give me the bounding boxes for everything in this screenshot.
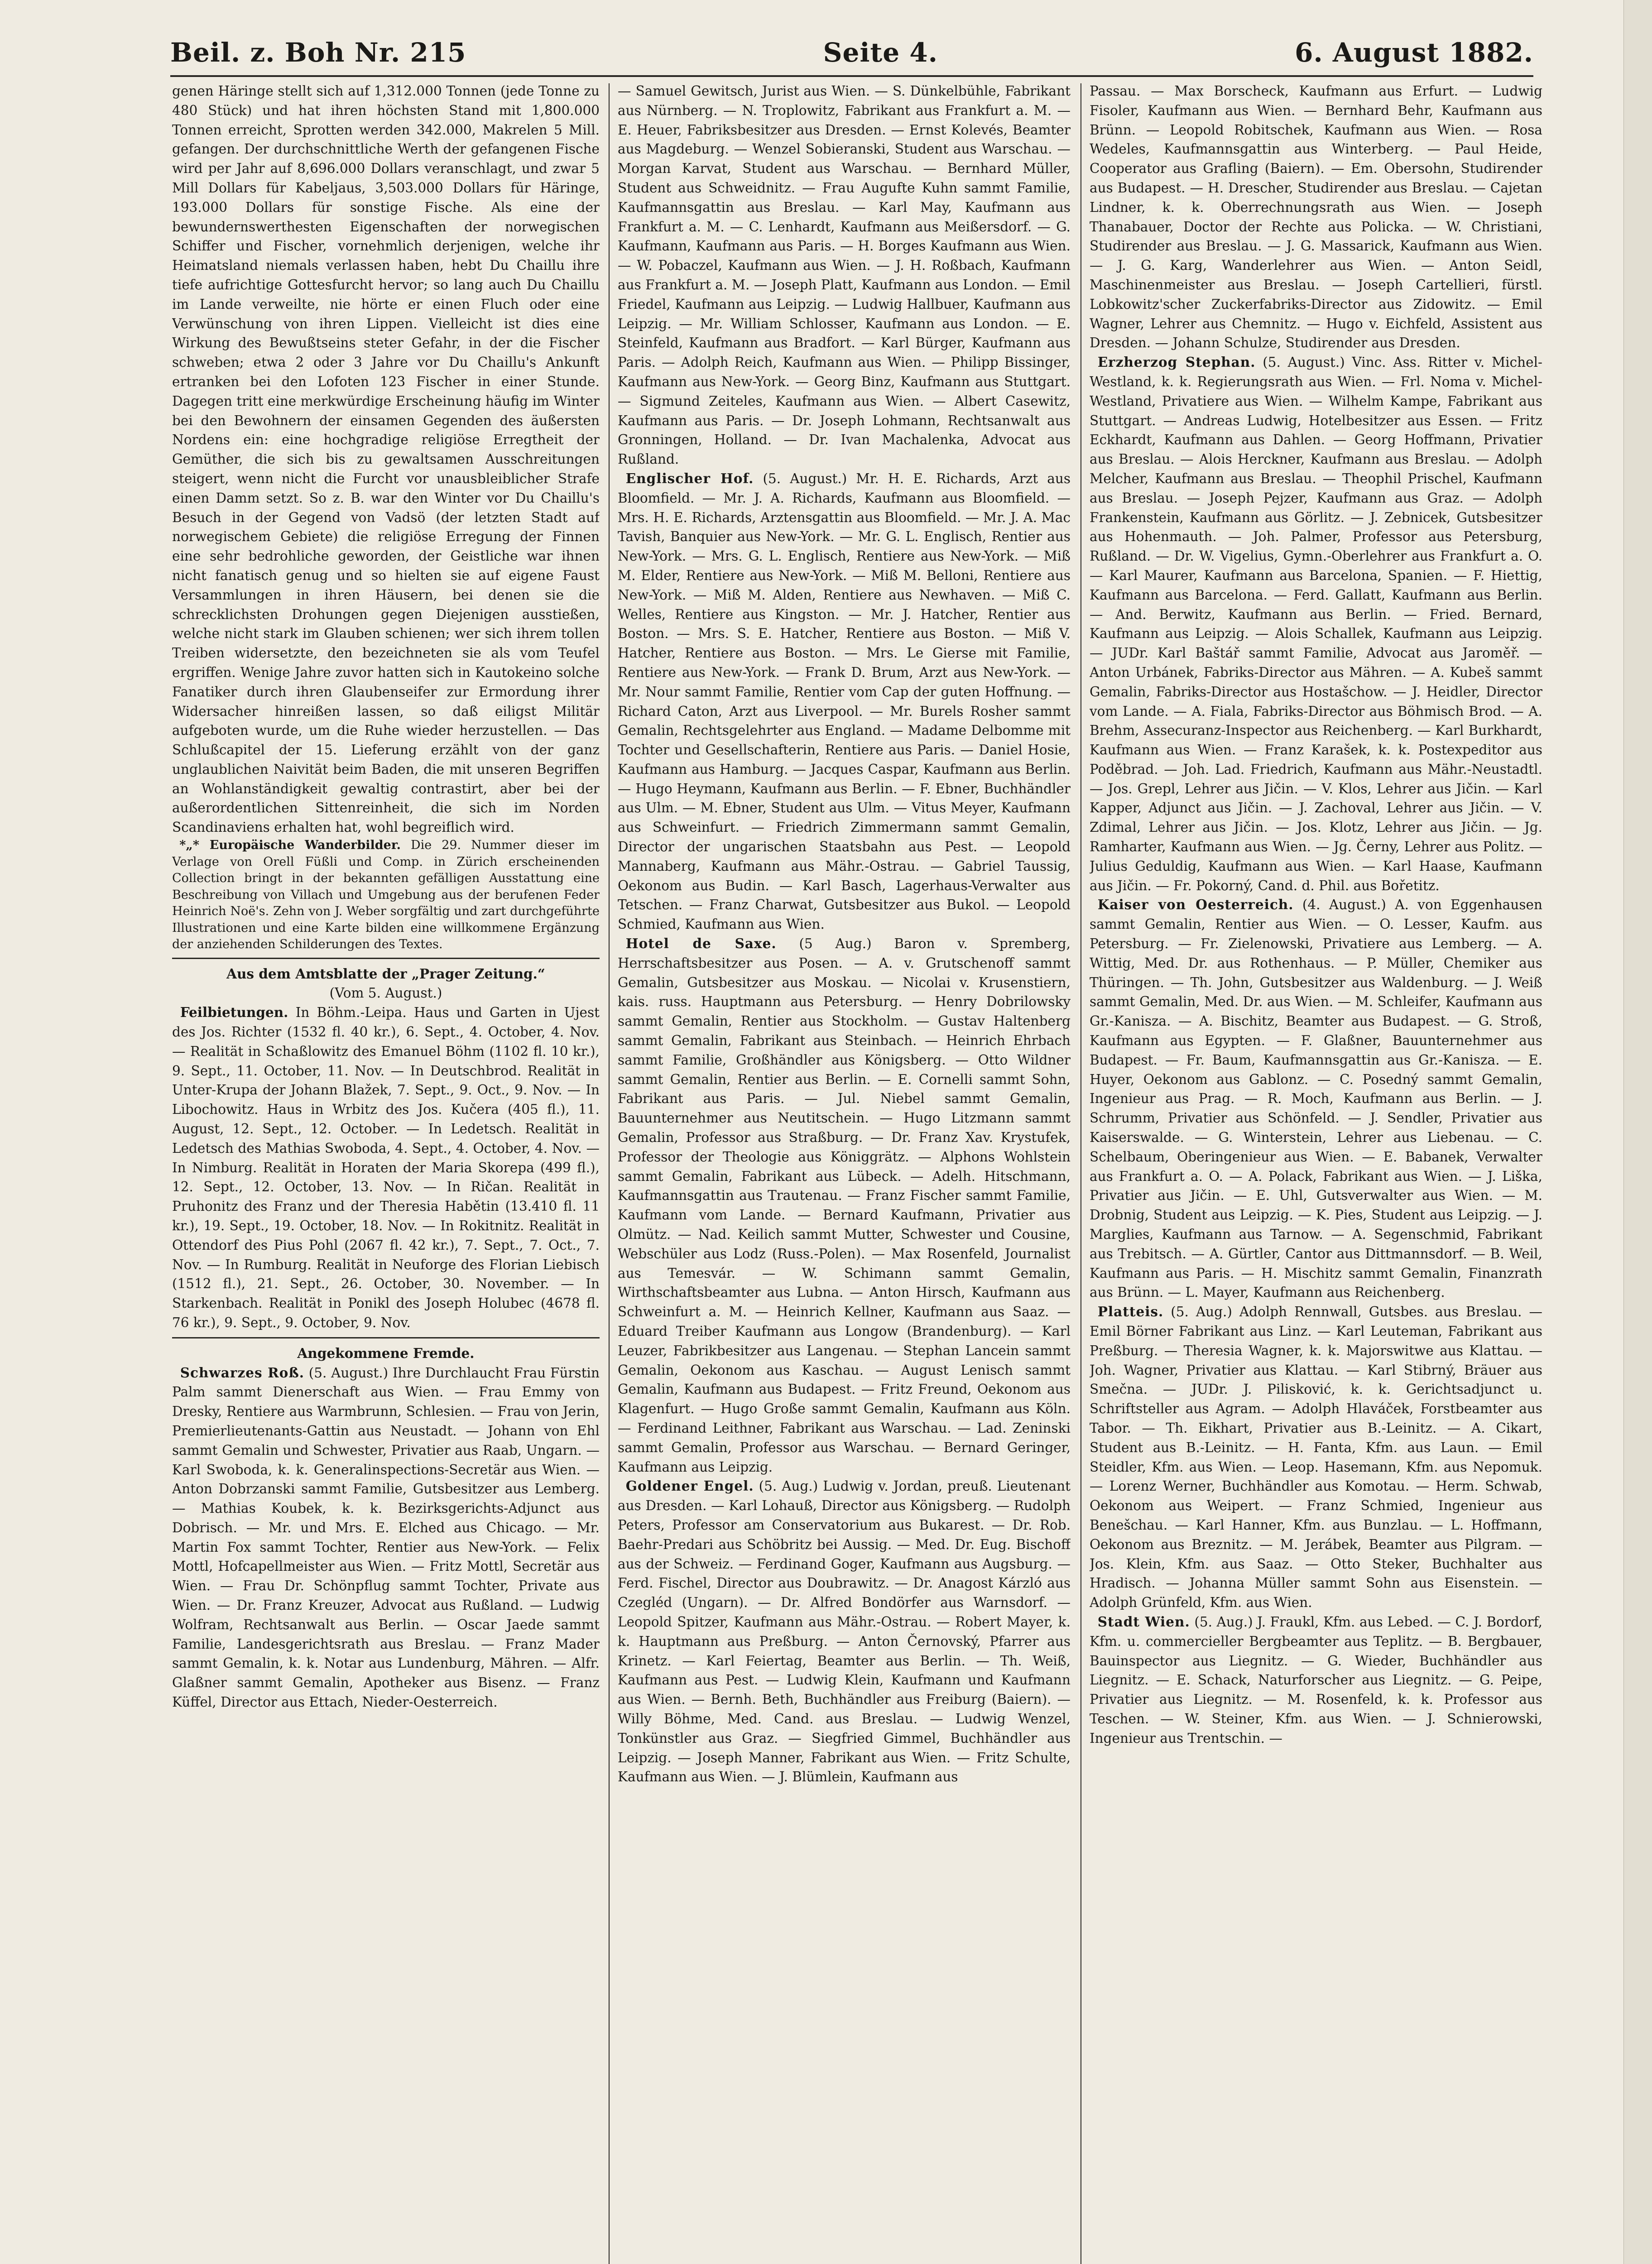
hotel-entry: [1090, 353, 1542, 895]
hotel-guests: (5. August.) Mr. H. E. Richards, Arzt aus Bloomfield. — Mr. J. A. Richards, Kaufmann aus Bloomfield. — Mrs. H. E. Richards, Arztensgattin aus Bloomfield. — Mr. J. A. Mac Tavish, Banquier aus New-York. — Mr. G. L. Englisch, Rentier aus New-York. — Mrs. G. L. Englisch, Rentiere aus New-York. — Miß M. Elder, Rentiere aus New-York. — Miß M. Belloni, Rentiere aus New-York. — Miß M. Alden, Rentiere aus Newhaven. — Miß C. Welles, Rentiere aus Kingston. — Mr. J. Hatcher, Rentier aus Boston. — Mrs. S. E. Hatcher, Rentiere aus Boston. — Miß V. Hatcher, Rentiere aus Boston. — Mrs. Le Gierse mit Familie, Rentiere aus New-York. — Frank D. Brum, Arzt aus New-York. — Mr. Nour sammt Familie, Rentier vom Cap der guten Hoffnung. — Richard Caton, Arzt aus Liverpool. — Mr. Burels Rosher sammt Gemalin, Rechtsgelehrter aus England. — Madame Delbomme mit Tochter und Gesellschafterin, Rentiere aus Paris. — Daniel Hosie, Kaufmann aus Hamburg. — Jacques Caspar, Kaufmann aus Berlin. — Hugo Heymann, Kaufmann aus Berlin. — F. Ebner, Buchhändler aus Ulm. — M. Ebner, Student aus Ulm. — Vitus Meyer, Kaufmann aus Schweinfurt. — Friedrich Zimmermann sammt Gemalin, Director der ungarischen Staatsbahn aus Pest. — Leopold Mannaberg, Kaufmann aus Mähr.-Ostrau. — Gabriel Taussig, Oekonom aus Budin. — Karl Basch, Lagerhaus-Verwalter aus Tetschen. — Franz Charwat, Gutsbesitzer aus Bukol. — Leopold Schmied, Kaufmann aus Wien.: [618, 470, 1071, 932]
header-issue: Beil. z. Boh Nr. 215: [170, 37, 466, 68]
guest-list-continuation: Passau. — Max Borscheck, Kaufmann aus Erfurt. — Ludwig Fisoler, Kaufmann aus Wien. — Bernhard Behr, Kaufmann aus Brünn. — Leopold Robitschek, Kaufmann aus Wien. — Rosa Wedeles, Kaufmannsgattin aus Winterberg. — Paul Heide, Cooperator aus Grafling (Baiern). — Em. Obersohn, Studirender aus Budapest. — H. Drescher, Studirender aus Breslau. — Cajetan Lindner, k. k. Oberrechnungsrath aus Wien. — Joseph Thanabauer, Doctor der Rechte aus Policka. — W. Christiani, Studirender aus Breslau. — J. G. Massarick, Kaufmann aus Wien. — J. G. Karg, Wanderlehrer aus Wien. — Anton Seidl, Maschinenmeister aus Breslau. — Joseph Cartellieri, fürstl. Lobkowitz'scher Zuckerfabriks-Director aus Zidowitz. — Emil Wagner, Lehrer aus Chemnitz. — Hugo v. Eichfeld, Assistent aus Dresden. — Johann Schulze, Studirender aus Dresden.: [1090, 83, 1542, 351]
feilbietungen-title: Feilbietungen.: [180, 1004, 288, 1021]
hotel-name: Stadt Wien.: [1097, 1613, 1190, 1630]
amtsblatt-heading: Aus dem Amtsblatte der „Prager Zeitung.“: [226, 965, 545, 982]
hotel-name: Schwarzes Roß.: [180, 1364, 305, 1381]
hotel-entry: [618, 469, 1071, 934]
hotel-name: Erzherzog Stephan.: [1097, 354, 1256, 370]
page-header: [170, 26, 1533, 68]
hotel-entry: [172, 1363, 600, 1712]
feilbietungen: [172, 1003, 600, 1333]
hotel-guests: (5. Aug.) Ludwig v. Jordan, preuß. Lieutenant aus Dresden. — Karl Lohauß, Director aus Königsberg. — Rudolph Peters, Professor am Conservatorium aus Bukarest. — Dr. Rob. Baehr-Predari aus Schöbritz bei Aussig. — Med. Dr. Eug. Bischoff aus der Schweiz. — Ferdinand Goger, Kaufmann aus Augsburg. — Ferd. Fischel, Director aus Doubrawitz. — Dr. Anagost Kárzló aus Czegléd (Ungarn). — Dr. Alfred Bondörfer aus Warnsdorf. — Leopold Spitzer, Kaufmann aus Mähr.-Ostrau. — Robert Mayer, k. k. Hauptmann aus Preßburg. — Anton Černovský, Pfarrer aus Krinetz. — Karl Feiertag, Beamter aus Berlin. — Th. Weiß, Kaufmann aus Pest. — Ludwig Klein, Kaufmann und Kaufmann aus Wien. — Bernh. Beth, Buchhändler aus Freiburg (Baiern). — Willy Böhme, Med. Cand. aus Breslau. — Ludwig Wenzel, Tonkünstler aus Graz. — Siegfried Gimmel, Buchhändler aus Leipzig. — Joseph Manner, Fabrikant aus Wien. — Fritz Schulte, Kaufmann aus Wien. — J. Blümlein, Kaufmann aus: [618, 1478, 1071, 1785]
hotel-entry: [1090, 1612, 1542, 1748]
hotel-name: Kaiser von Oesterreich.: [1097, 897, 1294, 913]
binding-margin: [1623, 0, 1652, 2264]
hotel-entry: [1090, 895, 1542, 1302]
hotel-name: Hotel de Saxe.: [625, 935, 777, 952]
amtsblatt-date: (Vom 5. August.): [329, 985, 442, 1001]
header-date: 6. August 1882.: [1295, 37, 1533, 68]
article-continuation: genen Häringe stellt sich auf 1,312.000 Tonnen (jede Tonne zu 480 Stück) und hat ihren höchsten Stand mit 1,800.000 Tonnen erreicht, Sprotten werden 342.000, Makrelen 5 Mill. gefangen. Der durchschnittliche Werth der gefangenen Fische wird per Jahr auf 8,696.000 Dollars veranschlagt, und zwar 5 Mill Dollars für Kabeljaus, 3,503.000 Dollars für Häringe, 193.000 Dollars für sonstige Fische. Als eine der bewundernswerthesten Eigenschaften der norwegischen Schiffer und Fischer, vornehmlich derjenigen, welche ihr Heimatsland niemals verlassen haben, hebt Du Chaillu ihre tiefe aufrichtige Gottesfurcht hervor; so lang auch Du Chaillu im Lande verweilte, nie hörte er einen Fluch oder eine Verwünschung von ihren Lippen. Vielleicht ist dies eine Wirkung des Bewußtseins steter Gefahr, in der die Fischer schweben; etwa 2 oder 3 Jahre vor Du Chaillu's Ankunft ertranken bei den Lofoten 123 Fischer in einer Stunde. Dagegen tritt eine merkwürdige Erscheinung häufig im Winter bei den Bewohnern der einsamen Gegenden des äußersten Nordens ein: eine hochgradige religiöse Erregtheit der Gemüther, die sich bis zu gewaltsamen Ausschreitungen steigert, wenn nicht die Furcht vor unausbleiblicher Strafe einen Damm setzt. So z. B. war den Winter vor Du Chaillu's Besuch in der Gegend von Vadsö (der letzten Stadt auf norwegischem Gebiete) die religiöse Erregung der Finnen eine sehr bedrohliche geworden, der Geistliche war ihnen nicht fanatisch genug und so hielten sie auf eigene Faust Versammlungen in ihren Häusern, bei denen sie die schrecklichsten Drohungen gegen Diejenigen ausstießen, welche nicht stark im Glauben schienen; wer sich ihrem tollen Treiben widersetzte, den bezeichneten sie als vom Teufel ergriffen. Wenige Jahre zuvor hatten sich in Kautokeino solche Fanatiker durch ihren Glaubenseifer zur Ermordung ihrer Widersacher hinreißen lassen, so daß eiligst Militär aufgeboten wurde, um die Ruhe wieder herzustellen. — Das Schlußcapitel der 15. Lieferung erzählt von der ganz unglaublichen Naivität beim Baden, die mit unseren Begriffen an Wohlanständigkeit gewaltig contrastirt, aber bei der außerordentlichen Sittenreinheit, die sich im Norden Scandinaviens erhalten hat, wohl begreiflich wird.: [172, 83, 600, 835]
hotel-name: Platteis.: [1097, 1304, 1164, 1320]
header-rule: [170, 75, 1533, 77]
column-1: [172, 82, 600, 2264]
hotel-guests: (4. August.) A. von Eggenhausen sammt Gemalin, Rentier aus Wien. — O. Lesser, Kaufm. aus Petersburg. — Fr. Zielenowski, Privatiere aus Lemberg. — A. Wittig, Med. Dr. aus Rothenhaus. — P. Müller, Chemiker aus Thüringen. — Th. John, Gutsbesitzer aus Waldenburg. — J. Weiß sammt Gemalin, Med. Dr. aus Wien. — M. Schleifer, Kaufmann aus Gr.-Kanisza. — A. Bischitz, Beamter aus Budapest. — G. Stroß, Kaufmann aus Egypten. — F. Glaßner, Bauunternehmer aus Budapest. — Fr. Baum, Kaufmannsgattin aus Gr.-Kanisza. — E. Huyer, Oekonom aus Gablonz. — C. Posedný sammt Gemalin, Ingenieur aus Prag. — R. Moch, Kaufmann aus Berlin. — J. Schrumm, Privatier aus Schönfeld. — J. Sendler, Privatier aus Kaiserswalde. — G. Winterstein, Lehrer aus Liebenau. — C. Schelbaum, Oberingenieur aus Wien. — E. Babanek, Verwalter aus Frankfurt a. O. — A. Polack, Fabrikant aus Wien. — J. Liška, Privatier aus Jičin. — E. Uhl, Gutsverwalter aus Wien. — M. Drobnig, Student aus Leipzig. — K. Pies, Student aus Leipzig. — J. Marglies, Kaufmann aus Tarnow. — A. Segenschmid, Fabrikant aus Trebitsch. — A. Gürtler, Cantor aus Dittmannsdorf. — B. Weil, Kaufmann aus Paris. — H. Mischitz sammt Gemalin, Finanzrath aus Brünn. — L. Mayer, Kaufmann aus Reichenberg.: [1090, 897, 1542, 1300]
hotel-guests: (5 Aug.) Baron v. Spremberg, Herrschaftsbesitzer aus Posen. — A. v. Grutschenoff sammt Gemalin, Gutsbesitzer aus Moskau. — Nicolai v. Krusenstiern, kais. russ. Hauptmann aus Petersburg. — Henry Dobrilowsky sammt Gemalin, Rentier aus Stockholm. — Gustav Haltenberg sammt Gemalin, Fabrikant aus Steinbach. — Heinrich Ehrbach sammt Familie, Großhändler aus Königsberg. — Otto Wildner sammt Gemalin, Rentier aus Berlin. — E. Cornelli sammt Sohn, Fabrikant aus Paris. — Jul. Niebel sammt Gemalin, Bauunternehmer aus Neutitschein. — Hugo Litzmann sammt Gemalin, Professor aus Straßburg. — Dr. Franz Xav. Krystufek, Professor der Theologie aus Königgrätz. — Alphons Wohlstein sammt Gemalin, Fabrikant aus Lübeck. — Adelh. Hitschmann, Kaufmannsgattin aus Trautenau. — Franz Fischer sammt Familie, Kaufmann vom Lande. — Bernard Kaufmann, Privatier aus Olmütz. — Nad. Keilich sammt Mutter, Schwester und Cousine, Webschüler aus Lodz (Russ.-Polen). — Max Rosenfeld, Journalist aus Temesvár. — W. Schimann sammt Gemalin, Wirthschaftsbeamter aus Lubna. — Anton Hirsch, Kaufmann aus Schweinfurt a. M. — Heinrich Kellner, Kaufmann aus Saaz. — Eduard Treiber Kaufmann aus Longow (Brandenburg). — Karl Leuzer, Fabrikbesitzer aus Langenau. — Stephan Lancein sammt Gemalin, Oekonom aus Kaschau. — August Lenisch sammt Gemalin, Kaufmann aus Budapest. — Fritz Freund, Oekonom aus Klagenfurt. — Hugo Große sammt Gemalin, Kaufmann aus Köln. — Ferdinand Leithner, Fabrikant aus Warschau. — Lad. Zeninski sammt Gemalin, Professor aus Warschau. — Bernard Geringer, Kaufmann aus Leipzig.: [618, 936, 1071, 1475]
hotel-guests: (5. Aug.) J. Fraukl, Kfm. aus Lebed. — C. J. Bordorf, Kfm. u. commercieller Bergbeamter aus Teplitz. — B. Bergbauer, Bauinspector aus Liegnitz. — G. Wieder, Buchhändler aus Liegnitz. — E. Schack, Naturforscher aus Liegnitz. — G. Peipe, Privatier aus Liegnitz. — M. Rosenfeld, k. k. Professor aus Teschen. — W. Steiner, Kfm. aus Wien. — J. Schnierowski, Ingenieur aus Trentschin. —: [1090, 1614, 1542, 1746]
hotel-guests: (5. August.) Vinc. Ass. Ritter v. Michel-Westland, k. k. Regierungsrath aus Wien. — Frl. Noma v. Michel-Westland, Privatiere aus Wien. — Wilhelm Kampe, Fabrikant aus Stuttgart. — Andreas Ludwig, Hotelbesitzer aus Essen. — Fritz Eckhardt, Kaufmann aus Dahlen. — Georg Hoffmann, Privatier aus Breslau. — Alois Herckner, Kaufmann aus Breslau. — Adolph Melcher, Kaufmann aus Breslau. — Theophil Prischel, Kaufmann aus Breslau. — Joseph Pejzer, Kaufmann aus Graz. — Adolph Frankenstein, Kaufmann aus Görlitz. — J. Zebnicek, Gutsbesitzer aus Hohenmauth. — Joh. Palmer, Professor aus Petersburg, Rußland. — Dr. W. Vigelius, Gymn.-Oberlehrer aus Frankfurt a. O. — Karl Maurer, Kaufmann aus Barcelona, Spanien. — F. Hiettig, Kaufmann aus Barcelona. — Ferd. Gallatt, Kaufmann aus Berlin. — And. Berwitz, Kaufmann aus Berlin. — Fried. Bernard, Kaufmann aus Leipzig. — Alois Schallek, Kaufmann aus Leipzig. — JUDr. Karl Baštář sammt Familie, Advocat aus Jaroměř. — Anton Urbánek, Fabriks-Director aus Mähren. — A. Kubeš sammt Gemalin, Fabriks-Director aus Hostašchow. — J. Heidler, Director vom Lande. — A. Fiala, Fabriks-Director aus Böhmisch Brod. — A. Brehm, Assecuranz-Inspector aus Reichenberg. — Karl Burkhardt, Kaufmann aus Wien. — Franz Karašek, k. k. Postexpeditor aus Poděbrad. — Joh. Lad. Friedrich, Kaufmann aus Mähr.-Neustadtl. — Jos. Grepl, Lehrer aus Jičin. — V. Klos, Lehrer aus Jičin. — Karl Kapper, Adjunct aus Jičin. — J. Zachoval, Lehrer aus Jičin. — V. Zdimal, Lehrer aus Jičin. — Jos. Klotz, Lehrer aus Jičin. — Jg. Ramharter, Kaufmann aus Wien. — Jg. Černy, Lehrer aus Politz. — Julius Geduldig, Kaufmann aus Wien. — Karl Haase, Kaufmann aus Jičin. — Fr. Pokorný, Cand. d. Phil. aus Bořetitz.: [1090, 355, 1542, 893]
book-note-title: *„* Europäische Wanderbilder.: [179, 838, 401, 853]
column-2: [618, 82, 1071, 2264]
book-note-body: Die 29. Nummer dieser im Verlage von Orell Füßli und Comp. in Zürich erscheinenden Collection bringt in der bekannten gefälligen Ausstattung eine Beschreibung von Villach und Umgebung aus der berufenen Feder Heinrich Noë's. Zehn von J. Weber sorgfältig und zart durchgeführte Illustrationen und eine Karte bilden eine willkommene Ergänzung der anziehenden Schilderungen des Textes.: [172, 838, 600, 952]
header-page-number: Seite 4.: [823, 37, 938, 68]
hotel-guests: (5. August.) Ihre Durchlaucht Frau Fürstin Palm sammt Dienerschaft aus Wien. — Frau Emmy von Dresky, Rentiere aus Warmbrunn, Schlesien. — Frau von Jerin, Premierlieutenants-Gattin aus Neustadt. — Johann von Ehl sammt Gemalin und Schwester, Privatier aus Raab, Ungarn. — Karl Swoboda, k. k. Generalinspections-Secretär aus Wien. — Anton Dobrzanski sammt Familie, Gutsbesitzer aus Lemberg. — Mathias Koubek, k. k. Bezirksgerichts-Adjunct aus Dobrisch. — Mr. und Mrs. E. Elched aus Chicago. — Mr. Martin Fox sammt Tochter, Rentier aus New-York. — Felix Mottl, Hofcapellmeister aus Wien. — Fritz Mottl, Secretär aus Wien. — Frau Dr. Schönpflug sammt Tochter, Private aus Wien. — Dr. Franz Kreuzer, Advocat aus Rußland. — Ludwig Wolfram, Rechtsanwalt aus Berlin. — Oscar Jaede sammt Familie, Landesgerichtsrath aus Breslau. — Franz Mader sammt Gemalin, k. k. Notar aus Lundenburg, Mähren. — Alfr. Glaßner sammt Gemalin, Apotheker aus Bisenz. — Franz Küffel, Director aus Ettach, Nieder-Oesterreich.: [172, 1365, 600, 1710]
page-edge: [1623, 0, 1624, 2264]
book-note: [172, 837, 600, 953]
hotel-entry: [618, 934, 1071, 1477]
feilbietungen-body: In Böhm.-Leipa. Haus und Garten in Ujest des Jos. Richter (1532 fl. 40 kr.), 6. Sept., 4. October, 4. Nov. — Realität in Schaßlowitz des Emanuel Böhm (1102 fl. 10 kr.), 9. Sept., 11. October, 11. Nov. — In Deutschbrod. Realität in Unter-Krupa der Johann Blažek, 7. Sept., 9. Oct., 9. Nov. — In Libochowitz. Haus in Wrbitz des Jos. Kučera (405 fl.), 11. August, 12. Sept., 12. October. — In Ledetsch. Realität in Ledetsch des Mathias Swoboda, 4. Sept., 4. October, 4. Nov. — In Nimburg. Realität in Horaten der Maria Skorepa (499 fl.), 12. Sept., 12. October, 13. Nov. — In Ričan. Realität in Pruhonitz des Franz und der Theresia Habětin (13.410 fl. 11 kr.), 19. Sept., 19. October, 18. Nov. — In Rokitnitz. Realität in Ottendorf des Pius Pohl (2067 fl. 42 kr.), 7. Sept., 7. Oct., 7. Nov. — In Rumburg. Realität in Neuforge des Florian Liebisch (1512 fl.), 21. Sept., 26. October, 30. November. — In Starkenbach. Realität in Ponikl des Joseph Holubec (4678 fl. 76 kr.), 9. Sept., 9. October, 9. Nov.: [172, 1005, 600, 1330]
column-divider-1: [609, 83, 610, 2264]
hotel-entry: [618, 1477, 1071, 1787]
hotel-guests: (5. Aug.) Adolph Rennwall, Gutsbes. aus Breslau. — Emil Börner Fabrikant aus Linz. — Karl Leuteman, Fabrikant aus Preßburg. — Theresia Wagner, k. k. Majorswitwe aus Klattau. — Joh. Wagner, Privatier aus Klattau. — Karl Stibrný, Bräuer aus Smečna. — JUDr. J. Pilisković, k. k. Gerichtsadjunct u. Schriftsteller aus Agram. — Adolph Hlaváček, Forstbeamter aus Tabor. — Th. Eikhart, Privatier aus B.-Leinitz. — A. Cikart, Student aus B.-Leinitz. — H. Fanta, Kfm. aus Laun. — Emil Steidler, Kfm. aus Wien. — Leop. Hasemann, Kfm. aus Nepomuk. — Lorenz Werner, Buchhändler aus Komotau. — Herm. Schwab, Oekonom aus Weipert. — Franz Schmied, Ingenieur aus Benešchau. — Karl Hanner, Kfm. aus Bunzlau. — L. Hoffmann, Oekonom aus Breznitz. — M. Jerábek, Beamter aus Pilgram. — Jos. Klein, Kfm. aus Saaz. — Otto Steker, Buchhalter aus Hradisch. — Johanna Müller sammt Sohn aus Eisenstein. — Adolph Grünfeld, Kfm. aus Wien.: [1090, 1304, 1542, 1611]
section-rule: [172, 1337, 600, 1338]
column-3: [1090, 82, 1542, 2264]
hotel-name: Goldener Engel.: [625, 1478, 754, 1494]
fremde-heading: Angekommene Fremde.: [297, 1345, 475, 1361]
hotel-entry: [1090, 1302, 1542, 1612]
hotel-name: Englischer Hof.: [625, 470, 754, 486]
section-rule: [172, 958, 600, 959]
guest-list-continuation: — Samuel Gewitsch, Jurist aus Wien. — S. Dünkelbühle, Fabrikant aus Nürnberg. — N. Troplowitz, Fabrikant aus Frankfurt a. M. — E. Heuer, Fabriksbesitzer aus Dresden. — Ernst Kolevés, Beamter aus Magdeburg. — Wenzel Sobieranski, Student aus Warschau. — Morgan Karvat, Student aus Warschau. — Bernhard Müller, Student aus Schweidnitz. — Frau Augufte Kuhn sammt Familie, Kaufmannsgattin aus Breslau. — Karl May, Kaufmann aus Frankfurt a. M. — C. Lenhardt, Kaufmann aus Meißersdorf. — G. Kaufmann, Kaufmann aus Paris. — H. Borges Kaufmann aus Wien. — W. Pobaczel, Kaufmann aus Wien. — J. H. Roßbach, Kaufmann aus Frankfurt a. M. — Joseph Platt, Kaufmann aus London. — Emil Friedel, Kaufmann aus Leipzig. — Ludwig Hallbuer, Kaufmann aus Leipzig. — Mr. William Schlosser, Kaufmann aus London. — E. Steinfeld, Kaufmann aus Bradfort. — Karl Bürger, Kaufmann aus Paris. — Adolph Reich, Kaufmann aus Wien. — Philipp Bissinger, Kaufmann aus New-York. — Georg Binz, Kaufmann aus Stuttgart. — Sigmund Zeiteles, Kaufmann aus Wien. — Albert Casewitz, Kaufmann aus Paris. — Dr. Joseph Lohmann, Rechtsanwalt aus Gronningen, Holland. — Dr. Ivan Machalenka, Advocat aus Rußland.: [618, 83, 1071, 467]
